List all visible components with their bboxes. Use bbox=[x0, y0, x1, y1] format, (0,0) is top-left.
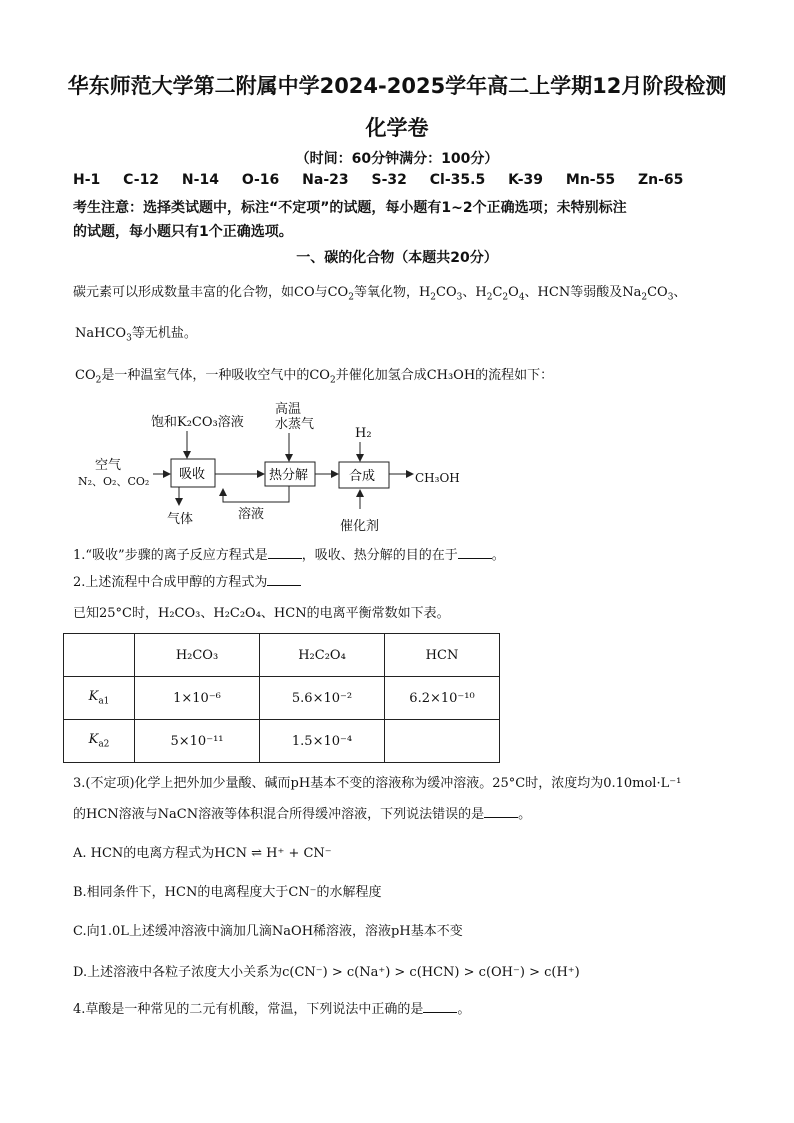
mass-item: H-1 bbox=[73, 172, 101, 188]
mass-item: Na-23 bbox=[302, 172, 349, 188]
table-cell: H₂C₂O₄ bbox=[260, 634, 385, 677]
mass-item: N-14 bbox=[181, 172, 219, 188]
box-synthesis-label: 合成 bbox=[349, 469, 376, 484]
table-row bbox=[64, 720, 500, 763]
question-2 bbox=[73, 571, 301, 590]
mass-item: Mn-55 bbox=[565, 172, 616, 188]
question-1 bbox=[73, 544, 505, 563]
mass-item: O-16 bbox=[241, 172, 280, 188]
question-3: 3.(不定项)化学上把外加少量酸、碱而pH基本不变的溶液称为缓冲溶液。25°C时，浓度均为0.10mol·L⁻¹ bbox=[73, 776, 682, 791]
table-cell: HCN bbox=[385, 634, 500, 677]
intro-text: 、HCN等弱酸及Na bbox=[524, 285, 642, 300]
h2-label: H₂ bbox=[355, 426, 372, 441]
answer-blank[interactable] bbox=[423, 1000, 457, 1013]
table-row bbox=[64, 677, 500, 720]
answer-blank[interactable] bbox=[484, 805, 518, 818]
table-cell bbox=[385, 720, 500, 763]
mass-item: Zn-65 bbox=[637, 172, 684, 188]
exam-subtitle: 化学卷 bbox=[365, 116, 429, 140]
intro-text: 等氧化物，H bbox=[353, 285, 431, 300]
exam-notice bbox=[73, 196, 723, 244]
process-flow-diagram bbox=[75, 395, 495, 545]
q2-text: 2.上述流程中合成甲醇的方程式为 bbox=[73, 575, 268, 590]
table-cell: 1.5×10⁻⁴ bbox=[260, 720, 385, 763]
co2-text: 并催化加氢合成CH₃OH的流程如下： bbox=[335, 368, 554, 383]
ka-table bbox=[63, 633, 500, 763]
reagent2-label: 高温 bbox=[275, 402, 302, 417]
table-row-label: $K_{a2}$ bbox=[64, 720, 135, 763]
table-header-row bbox=[64, 634, 500, 677]
air-components: N₂、O₂、CO₂ bbox=[78, 475, 150, 488]
gas-out-label: 气体 bbox=[167, 512, 194, 527]
mass-item: S-32 bbox=[371, 172, 407, 188]
q4-text: 。 bbox=[457, 1002, 471, 1017]
box-absorb-label: 吸收 bbox=[179, 467, 206, 482]
option-c: C.向1.0L上述缓冲溶液中滴加几滴NaOH稀溶液，溶液pH基本不变 bbox=[73, 924, 463, 939]
table-cell: 5×10⁻¹¹ bbox=[135, 720, 260, 763]
intro-text: 等无机盐。 bbox=[131, 326, 197, 341]
notice-line: 考生注意：选择类试题中，标注“不定项”的试题，每小题有1~2个正确选项；未特别标注 bbox=[73, 200, 627, 216]
box-decompose-label: 热分解 bbox=[269, 468, 309, 483]
answer-blank[interactable] bbox=[267, 573, 301, 586]
time-info: （时间：60分钟满分：100分） bbox=[295, 151, 499, 167]
intro-paragraph: 碳元素可以形成数量丰富的化合物，如CO与$CO_2$等氧化物，$H_2CO_3$、$H_2C_2O_4$、HCN等弱酸及$Na_2CO_3$、 bbox=[73, 285, 687, 303]
table-intro: 已知25°C时，H₂CO₃、H₂C₂O₄、HCN的电离平衡常数如下表。 bbox=[73, 606, 450, 621]
option-a: A. HCN的电离方程式为HCN ⇌ H⁺ + CN⁻ bbox=[73, 846, 332, 861]
mass-item: Cl-35.5 bbox=[429, 172, 486, 188]
q4-text: 4.草酸是一种常见的二元有机酸，常温，下列说法中正确的是 bbox=[73, 1002, 424, 1017]
q1-text: 。 bbox=[491, 548, 505, 563]
table-cell: H₂CO₃ bbox=[135, 634, 260, 677]
option-d: D.上述溶液中各粒子浓度大小关系为c(CN⁻) > c(Na⁺) > c(HCN) > c(OH⁻) > c(H⁺) bbox=[73, 965, 580, 980]
co2-paragraph: $CO_2$是一种温室气体，一种吸收空气中的$CO_2$并催化加氢合成CH₃OH的流程如下： bbox=[75, 368, 554, 386]
mass-item: C-12 bbox=[123, 172, 160, 188]
exam-title: 华东师范大学第二附属中学2024-2025学年高二上学期12月阶段检测 bbox=[67, 74, 727, 98]
atomic-masses bbox=[73, 172, 697, 188]
air-label: 空气 bbox=[95, 458, 122, 473]
question-3-line2 bbox=[73, 803, 531, 822]
table-cell: 1×10⁻⁶ bbox=[135, 677, 260, 720]
reagent2-label: 水蒸气 bbox=[275, 417, 315, 432]
co2-text: 是一种温室气体，一种吸收空气中的CO bbox=[101, 368, 330, 383]
q1-text: 1.“吸收”步骤的离子反应方程式是 bbox=[73, 548, 268, 563]
q3-text: 的HCN溶液与NaCN溶液等体积混合所得缓冲溶液，下列说法错误的是 bbox=[73, 807, 485, 822]
mass-item: K-39 bbox=[508, 172, 544, 188]
notice-line: 的试题，每小题只有1个正确选项。 bbox=[73, 224, 293, 240]
answer-blank[interactable] bbox=[268, 546, 302, 559]
catalyst-label: 催化剂 bbox=[340, 519, 380, 534]
section-title: 一、碳的化合物（本题共20分） bbox=[296, 250, 498, 266]
reagent1-label: 饱和K₂CO₃溶液 bbox=[151, 415, 244, 430]
solution-label: 溶液 bbox=[238, 507, 265, 522]
table-row-label: $K_{a1}$ bbox=[64, 677, 135, 720]
answer-blank[interactable] bbox=[458, 546, 492, 559]
q1-text: ，吸收、热分解的目的在于 bbox=[301, 548, 458, 563]
question-4 bbox=[73, 998, 470, 1017]
table-cell bbox=[64, 634, 135, 677]
table-cell: 6.2×10⁻¹⁰ bbox=[385, 677, 500, 720]
table-cell: 5.6×10⁻² bbox=[260, 677, 385, 720]
option-b: B.相同条件下，HCN的电离程度大于CN⁻的水解程度 bbox=[73, 885, 382, 900]
product-label: CH₃OH bbox=[415, 471, 460, 485]
intro-paragraph-line2: NaHCO$_3$等无机盐。 bbox=[75, 326, 197, 344]
q3-text: 。 bbox=[518, 807, 532, 822]
intro-text: 碳元素可以形成数量丰富的化合物，如CO与CO bbox=[73, 285, 349, 300]
